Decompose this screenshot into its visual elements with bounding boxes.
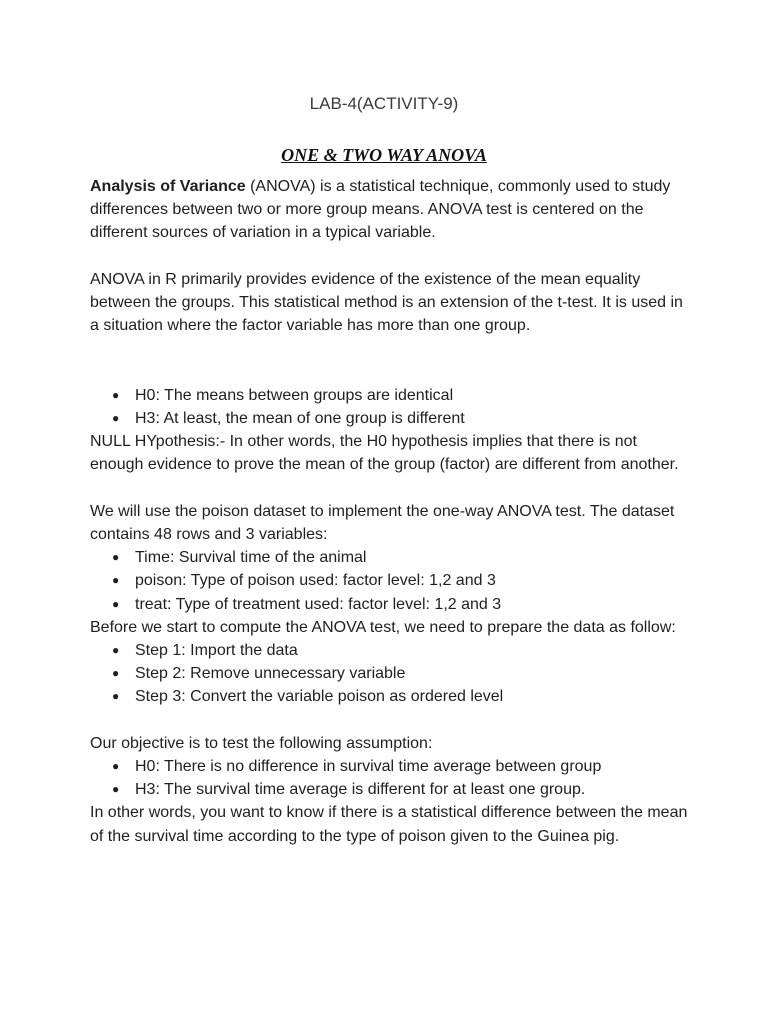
lab-title: LAB-4(ACTIVITY-9) — [309, 94, 459, 113]
bullet-icon: ● — [112, 596, 120, 611]
bullet-icon: ● — [112, 550, 120, 565]
list-item: ● Step 3: Convert the variable poison as ordered level — [90, 685, 690, 708]
bullet-icon: ● — [112, 643, 120, 657]
bullet-icon: ● — [112, 573, 120, 588]
hypotheses-list-2 — [90, 755, 690, 801]
bullet-icon: ● — [112, 387, 120, 402]
bullet-icon: ● — [112, 666, 120, 681]
list-item: ● Time: Survival time of the animal — [90, 546, 690, 569]
hypotheses-list-1 — [90, 384, 690, 430]
list-item: ● Step 1: Import the data — [90, 639, 690, 662]
anova-in-r-paragraph: ANOVA in R primarily provides evidence of the existence of the mean equality between the groups. This statistical method is an extension of the t-test. It is used in a situation where the factor variable has more than one group. — [90, 270, 683, 335]
bullet-icon: ● — [112, 759, 120, 773]
list-item: ● treat: Type of treatment used: factor level: 1,2 and 3 — [90, 593, 690, 616]
null-hypothesis-paragraph: NULL HYpothesis:- In other words, the H0 hypothesis implies that there is not enough evidence to prove the mean of the group (factor) are different from another. — [90, 433, 679, 474]
list-item: ● H3: The survival time average is different for at least one group. — [90, 778, 690, 801]
intro-paragraph — [90, 175, 690, 245]
prepare-paragraph: Before we start to compute the ANOVA test, we need to prepare the data as follow: — [90, 618, 676, 636]
list-item: ● H0: The means between groups are identical — [90, 384, 690, 407]
bullet-icon: ● — [112, 689, 120, 704]
bullet-icon: ● — [112, 410, 120, 425]
variables-list — [90, 546, 690, 616]
document-body — [90, 175, 690, 848]
objective-paragraph: Our objective is to test the following assumption: — [90, 734, 433, 752]
bullet-icon: ● — [112, 782, 120, 797]
steps-list — [90, 639, 690, 709]
main-title: ONE & TWO WAY ANOVA — [281, 145, 487, 165]
dataset-intro-paragraph: We will use the poison dataset to implement the one-way ANOVA test. The dataset contains 48 rows and 3 variables: — [90, 502, 675, 543]
list-item: ● H3: At least, the mean of one group is different — [90, 407, 690, 430]
closing-paragraph: In other words, you want to know if there is a statistical difference between the mean of the survival time according to the type of poison given to the Guinea pig. — [90, 804, 688, 845]
list-item: ● poison: Type of poison used: factor level: 1,2 and 3 — [90, 569, 690, 592]
list-item: ● Step 2: Remove unnecessary variable — [90, 662, 690, 685]
intro-lead: Analysis of Variance — [90, 178, 246, 195]
intro-rest: (ANOVA) is a statistical technique, commonly used to study differences between two or more group means. ANOVA test is centered on the different sources of variation in a typical variable. — [90, 178, 671, 242]
list-item: ● H0: There is no difference in survival time average between group — [90, 755, 690, 778]
